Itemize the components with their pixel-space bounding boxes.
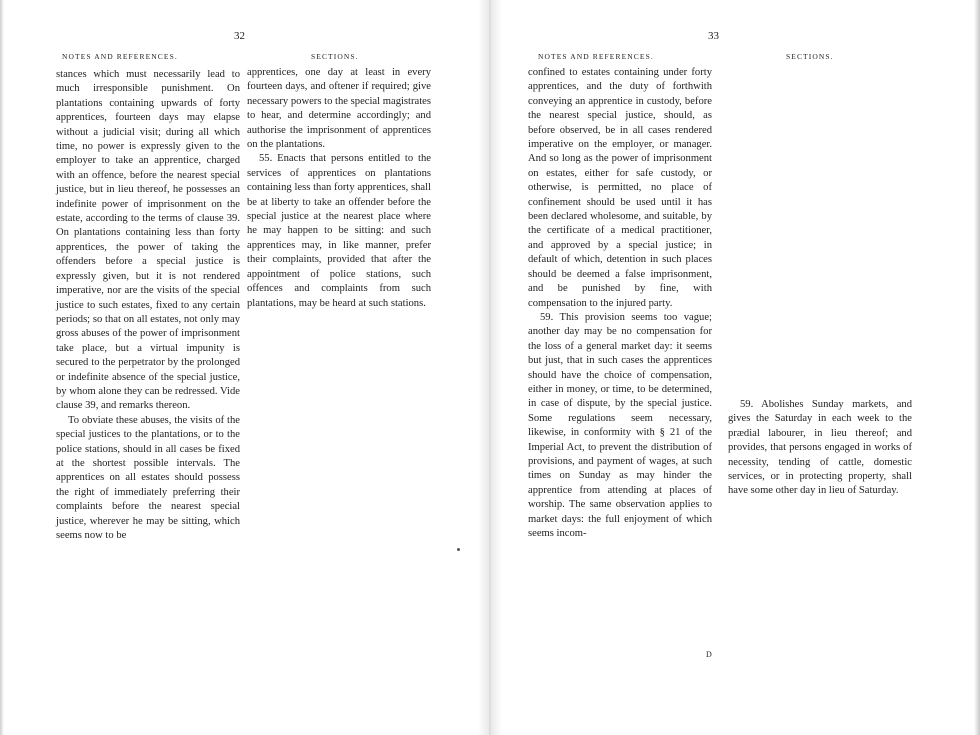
running-head-sections: SECTIONS.	[786, 52, 834, 61]
ink-speck	[457, 548, 460, 551]
section-paragraph: apprentices, one day at least in every fourteen days, and oftener if required; give necessary powers to the special magistrates to hear, and determine accordingly; and authorise the imprisonment of apprentices on the plantations.	[247, 67, 431, 151]
notes-paragraph: confined to estates containing under forty apprentices, and the duty of forthwith conveying an apprentice in custody, before the nearest special justice, should, as before observed, be in all cases rendered imperative on the employer, or manager. And so long as the power of imprisonment on estates, either for safe custody, or otherwise, is permitted, no place of confinement should be used until it has been declared wholesome, and suitable, by the certificate of a medical practitioner, and approved by a special justice; in default of which, detention in such places should be deemed a false imprisonment, and be punished by fine, with compensation to the injured party.	[528, 67, 712, 309]
running-head-sections: SECTIONS.	[311, 52, 359, 61]
running-head-notes: NOTES AND REFERENCES.	[538, 52, 654, 61]
page-number: 32	[234, 30, 245, 42]
section-paragraph: 55. Enacts that persons entitled to the services of apprentices on plantations containing less than forty apprentices, shall be at liberty to take an offender before the special justice at the nearest place where he may happen to be sitting: and such apprentices may, in like manner, prefer their complaints, provided that after the appointment of police stations, such offences and complaints from such plantations, may be heard at such stations.	[247, 153, 431, 309]
running-head-notes: NOTES AND REFERENCES.	[62, 52, 178, 61]
page-number: 33	[708, 30, 719, 42]
section-paragraph: 59. Abolishes Sunday markets, and gives the Saturday in each week to the prædial labourer, in lieu thereof; and provides, that persons engaged in works of necessity, tending of cattle, domestic services, or in protecting property, shall have some other day in lieu of Saturday.	[728, 399, 912, 497]
notes-paragraph: 59. This provision seems too vague; another day may be no compensation for the loss of a general market day: it seems but just, that in such cases the apprentices should have the choice of compensation, either in money, or time, to be determined, in case of dispute, by the special justice. Some regulations seem necessary, likewise, in conformity with § 21 of the Imperial Act, to prevent the distribution of provisions, and payment of wages, at such times on Sunday as may hinder the apprentice from attending at places of worship. The same observation applies to market days: the full enjoyment of which seems incom-	[528, 311, 712, 539]
right-page	[490, 0, 980, 735]
sections-column	[247, 66, 431, 311]
notes-column	[56, 68, 240, 543]
sections-column	[728, 398, 912, 499]
signature-mark: D	[706, 650, 713, 659]
notes-paragraph: stances which must necessarily lead to much irresponsible punishment. On plantations containing upwards of forty apprentices, fourteen days may elapse without a judicial visit; during all which time, no power is expressly given to the employer to take an apprentice, charged with an offence, before the nearest special justice, but in lieu thereof, he possesses an indefinite power of imprisonment on the estate, according to the terms of clause 39. On plantations containing less than forty apprentices, the power of taking the offenders before a special justice is expressly given, but it is not rendered imperative, nor are the visits of the special justice to such estates, fixed to any certain periods; so that on all estates, not only may gross abuses of the power of imprisonment take place, but a virtual impunity is secured to the perpetrator by the prolonged or indefinite absence of the special justice, by whom alone they can be redressed. Vide clause 39, and remarks thereon.	[56, 69, 240, 412]
notes-paragraph: To obviate these abuses, the visits of the special justices to the plantations, or to the police stations, should in all cases be fixed at the shortest possible intervals. The apprentices on all estates should possess the right of immediately preferring their complaints before the nearest special justice, wherever he may be sitting, which seems now to be	[56, 414, 240, 541]
notes-column	[528, 66, 712, 541]
